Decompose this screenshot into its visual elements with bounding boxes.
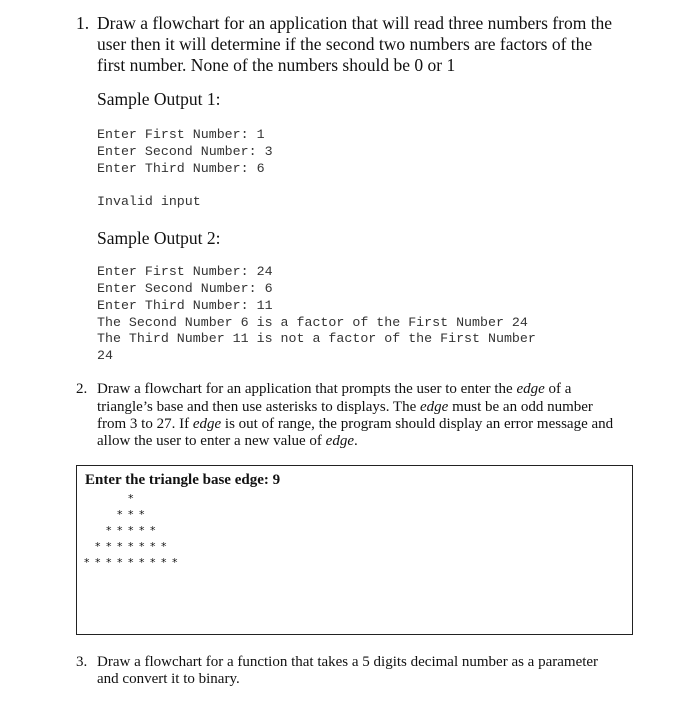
sample-2-line-2: Enter Second Number: 6 <box>97 281 273 296</box>
sample-2-line-1: Enter First Number: 24 <box>97 264 273 279</box>
sample-2-line-3: Enter Third Number: 11 <box>97 298 273 313</box>
sample-2-line-6: 24 <box>97 348 113 363</box>
triangle-row-1: * <box>128 492 135 505</box>
triangle-row-2: * * * <box>117 508 146 521</box>
sample-2-line-4: The Second Number 6 is a factor of the First Number 24 <box>97 315 528 330</box>
sample-output-2-heading: Sample Output 2: <box>97 228 221 248</box>
question-3-line-2: and convert it to binary. <box>97 671 240 687</box>
sample-1-line-1: Enter First Number: 1 <box>97 127 265 142</box>
question-2-number: 2. <box>76 381 88 397</box>
sample-1-line-3: Enter Third Number: 6 <box>97 161 265 176</box>
output-box <box>76 465 633 635</box>
question-1-line-2: user then it will determine if the second two numbers are factors of the <box>97 34 593 54</box>
triangle-row-4: * * * * * * * <box>95 540 168 553</box>
sample-1-result: Invalid input <box>97 194 201 209</box>
question-1-line-1: Draw a flowchart for an application that will read three numbers from the <box>97 13 613 33</box>
question-2-line-1: Draw a flowchart for an application that prompts the user to enter the edge of a <box>97 381 572 397</box>
question-2-line-2: triangle’s base and then use asterisks to displays. The edge must be an odd number <box>97 399 593 415</box>
question-3-line-1: Draw a flowchart for a function that takes a 5 digits decimal number as a parameter <box>97 654 599 670</box>
question-1-number: 1. <box>76 13 90 33</box>
sample-output-1-heading: Sample Output 1: <box>97 89 221 109</box>
question-3-number: 3. <box>76 654 88 670</box>
question-2-line-3: from 3 to 27. If edge is out of range, the program should display an error message and <box>97 416 614 432</box>
triangle-row-5: * * * * * * * * * <box>84 556 179 569</box>
triangle-row-3: * * * * * <box>106 524 157 537</box>
sample-1-line-2: Enter Second Number: 3 <box>97 144 273 159</box>
question-2-line-4: allow the user to enter a new value of edge. <box>97 433 358 449</box>
sample-2-line-5: The Third Number 11 is not a factor of the First Number <box>97 331 536 346</box>
question-1-line-3: first number. None of the numbers should be 0 or 1 <box>97 55 456 75</box>
output-box-title: Enter the triangle base edge: 9 <box>85 472 281 488</box>
